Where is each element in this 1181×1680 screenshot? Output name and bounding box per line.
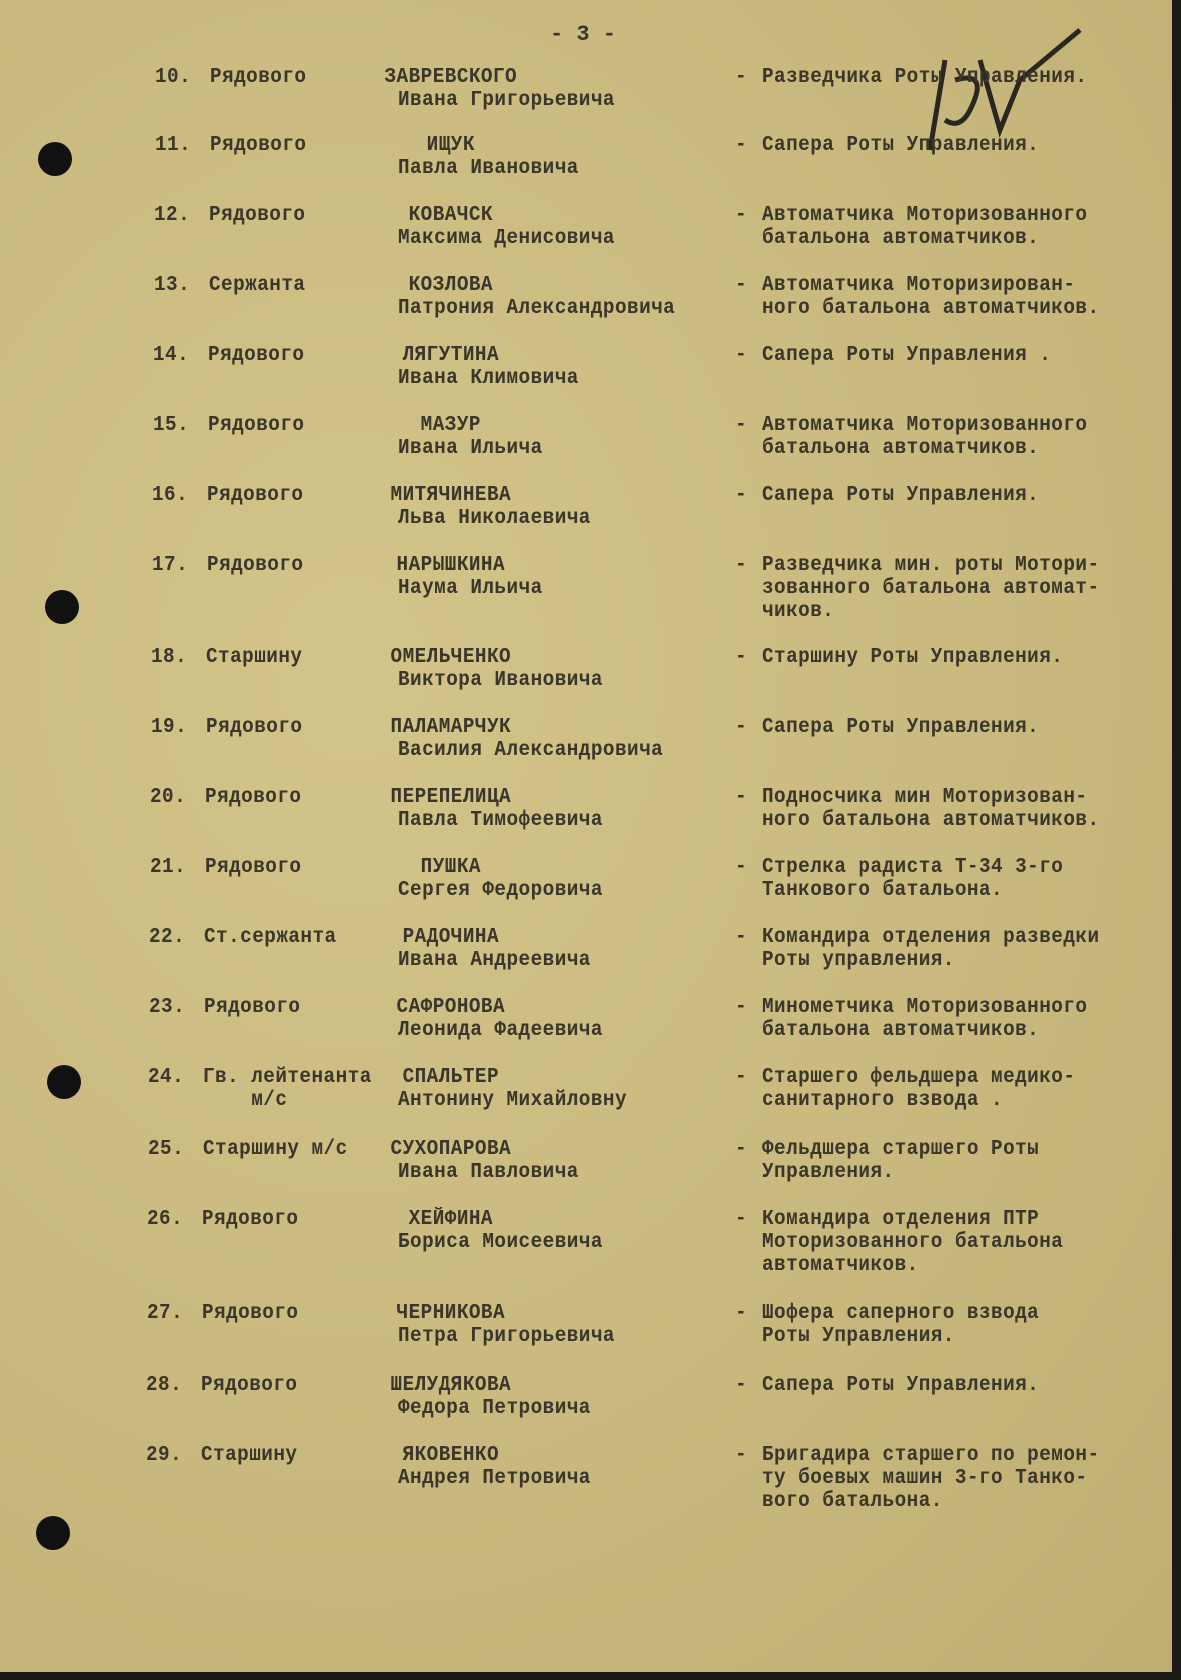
entry-position: Старшину Роты Управления. xyxy=(762,646,1064,669)
entry-surname: ОМЕЛЬЧЕНКО xyxy=(390,646,512,669)
separator-dash: - xyxy=(735,926,748,949)
entry-given-names: Виктора Ивановича xyxy=(398,669,603,692)
entry-rank: Гв. лейтенанта м/с xyxy=(203,1066,372,1112)
entry-given-names: Петра Григорьевича xyxy=(398,1325,615,1348)
entry-rank: Ст.сержанта xyxy=(204,926,337,949)
entry-number: 16. xyxy=(152,484,189,507)
entry-surname: ЛЯГУТИНА xyxy=(402,344,500,367)
punch-hole xyxy=(36,1516,70,1550)
entry-number: 23. xyxy=(148,996,185,1019)
separator-dash: - xyxy=(735,1374,748,1397)
entry-surname: КОВАЧСК xyxy=(408,204,493,227)
separator-dash: - xyxy=(735,134,748,157)
entry-number: 24. xyxy=(148,1066,185,1089)
entry-given-names: Василия Александровича xyxy=(398,739,664,762)
entry-surname: ЧЕРНИКОВА xyxy=(396,1302,506,1325)
entry-position: Сапера Роты Управления. xyxy=(762,716,1040,739)
page-number: - 3 - xyxy=(550,22,617,47)
entry-given-names: Антонину Михайловну xyxy=(398,1089,628,1112)
separator-dash: - xyxy=(735,554,748,577)
entry-surname: САФРОНОВА xyxy=(396,996,506,1019)
separator-dash: - xyxy=(735,996,748,1019)
entry-given-names: Федора Петровича xyxy=(398,1397,591,1420)
entry-number: 21. xyxy=(149,856,186,879)
entry-rank: Рядового xyxy=(201,1374,298,1397)
entry-given-names: Андрея Петровича xyxy=(398,1467,591,1490)
separator-dash: - xyxy=(735,1066,748,1089)
separator-dash: - xyxy=(735,856,748,879)
entry-rank: Рядового xyxy=(207,484,304,507)
separator-dash: - xyxy=(735,204,748,227)
entry-surname: ХЕЙФИНА xyxy=(408,1208,493,1231)
entry-number: 11. xyxy=(154,134,191,157)
separator-dash: - xyxy=(735,274,748,297)
entry-number: 25. xyxy=(147,1138,184,1161)
separator-dash: - xyxy=(735,1444,748,1467)
entry-number: 26. xyxy=(147,1208,184,1231)
entry-surname: ПУШКА xyxy=(420,856,481,879)
entry-rank: Старшину xyxy=(206,646,303,669)
entry-rank: Рядового xyxy=(202,1208,299,1231)
entry-given-names: Бориса Моисеевича xyxy=(398,1231,603,1254)
entry-number: 12. xyxy=(154,204,191,227)
entry-rank: Сержанта xyxy=(208,274,305,297)
entry-given-names: Сергея Федоровича xyxy=(398,879,603,902)
entry-rank: Рядового xyxy=(209,204,306,227)
entry-surname: ПАЛАМАРЧУК xyxy=(390,716,512,739)
entry-position: Разведчика мин. роты Мотори- зованного батальона автомат- чиков. xyxy=(762,554,1100,623)
entry-given-names: Леонида Фадеевича xyxy=(398,1019,603,1042)
entry-number: 13. xyxy=(153,274,190,297)
entry-number: 17. xyxy=(151,554,188,577)
entry-position: Автоматчика Моторизованного батальона автоматчиков. xyxy=(762,414,1088,460)
entry-given-names: Ивана Павловича xyxy=(398,1161,579,1184)
entry-position: Подносчика мин Моторизован- ного батальона автоматчиков. xyxy=(762,786,1100,832)
entry-position: Автоматчика Моторизованного батальона автоматчиков. xyxy=(762,204,1088,250)
entry-position: Стрелка радиста Т-34 3-го Танкового батальона. xyxy=(762,856,1064,902)
entry-number: 15. xyxy=(152,414,189,437)
entry-position: Шофера саперного взвода Роты Управления. xyxy=(762,1302,1040,1348)
entry-surname: ЗАВРЕВСКОГО xyxy=(384,66,518,89)
entry-surname: РАДОЧИНА xyxy=(402,926,500,949)
entry-rank: Рядового xyxy=(206,554,303,577)
entry-number: 18. xyxy=(151,646,188,669)
entry-rank: Рядового xyxy=(208,344,305,367)
entry-position: Минометчика Моторизованного батальона автоматчиков. xyxy=(762,996,1088,1042)
entry-position: Сапера Роты Управления. xyxy=(762,484,1040,507)
punch-hole xyxy=(45,590,79,624)
entry-position: Сапера Роты Управления . xyxy=(762,344,1052,367)
separator-dash: - xyxy=(735,344,748,367)
entry-rank: Рядового xyxy=(204,856,301,879)
separator-dash: - xyxy=(735,786,748,809)
entry-number: 27. xyxy=(146,1302,183,1325)
entry-number: 19. xyxy=(150,716,187,739)
entry-rank: Рядового xyxy=(209,134,306,157)
separator-dash: - xyxy=(735,646,748,669)
separator-dash: - xyxy=(735,66,748,89)
entry-position: Разведчика Роты Управления. xyxy=(762,66,1088,89)
entry-surname: МАЗУР xyxy=(420,414,481,437)
entry-given-names: Ивана Ильича xyxy=(398,437,543,460)
separator-dash: - xyxy=(735,414,748,437)
entry-surname: НАРЫШКИНА xyxy=(396,554,506,577)
entry-surname: СПАЛЬТЕР xyxy=(402,1066,500,1089)
entry-position: Сапера Роты Управления. xyxy=(762,134,1040,157)
entry-given-names: Павла Тимофеевича xyxy=(398,809,603,832)
entry-number: 14. xyxy=(153,344,190,367)
entry-given-names: Ивана Климовича xyxy=(398,367,579,390)
entry-surname: МИТЯЧИНЕВА xyxy=(390,484,512,507)
entry-rank: Рядового xyxy=(203,996,300,1019)
entry-position: Старшего фельдшера медико- санитарного взвода . xyxy=(762,1066,1076,1112)
entry-given-names: Максима Денисовича xyxy=(398,227,615,250)
separator-dash: - xyxy=(735,1302,748,1325)
separator-dash: - xyxy=(735,1138,748,1161)
entry-surname: ИЩУК xyxy=(426,134,475,157)
entry-position: Сапера Роты Управления. xyxy=(762,1374,1040,1397)
entry-given-names: Павла Ивановича xyxy=(398,157,579,180)
separator-dash: - xyxy=(735,716,748,739)
entry-given-names: Наума Ильича xyxy=(398,577,543,600)
entry-rank: Рядового xyxy=(205,786,302,809)
entry-given-names: Льва Николаевича xyxy=(398,507,591,530)
entry-surname: ЯКОВЕНКО xyxy=(402,1444,500,1467)
separator-dash: - xyxy=(735,484,748,507)
entry-rank: Рядового xyxy=(207,414,304,437)
entry-given-names: Ивана Григорьевича xyxy=(398,89,615,112)
entry-position: Командира отделения разведки Роты управления. xyxy=(762,926,1100,972)
entry-number: 28. xyxy=(146,1374,183,1397)
entry-surname: СУХОПАРОВА xyxy=(390,1138,512,1161)
separator-dash: - xyxy=(735,1208,748,1231)
entry-position: Фельдшера старшего Роты Управления. xyxy=(762,1138,1040,1184)
entry-number: 20. xyxy=(150,786,187,809)
entry-surname: ПЕРЕПЕЛИЦА xyxy=(390,786,512,809)
entry-rank: Рядового xyxy=(205,716,302,739)
entry-rank: Рядового xyxy=(210,66,307,89)
entry-position: Автоматчика Моторизирован- ного батальона автоматчиков. xyxy=(762,274,1100,320)
entry-rank: Старшину м/с xyxy=(202,1138,348,1161)
entry-number: 22. xyxy=(149,926,186,949)
entry-surname: ШЕЛУДЯКОВА xyxy=(390,1374,512,1397)
entry-number: 29. xyxy=(145,1444,182,1467)
entry-number: 10. xyxy=(155,66,192,89)
entry-surname: КОЗЛОВА xyxy=(408,274,493,297)
entry-position: Бригадира старшего по ремон- ту боевых машин 3-го Танко- вого батальона. xyxy=(762,1444,1100,1513)
entry-position: Командира отделения ПТР Моторизованного батальона автоматчиков. xyxy=(762,1208,1064,1277)
entry-rank: Старшину xyxy=(200,1444,297,1467)
entry-rank: Рядового xyxy=(201,1302,298,1325)
entry-given-names: Ивана Андреевича xyxy=(398,949,591,972)
entry-given-names: Патрония Александровича xyxy=(398,297,676,320)
